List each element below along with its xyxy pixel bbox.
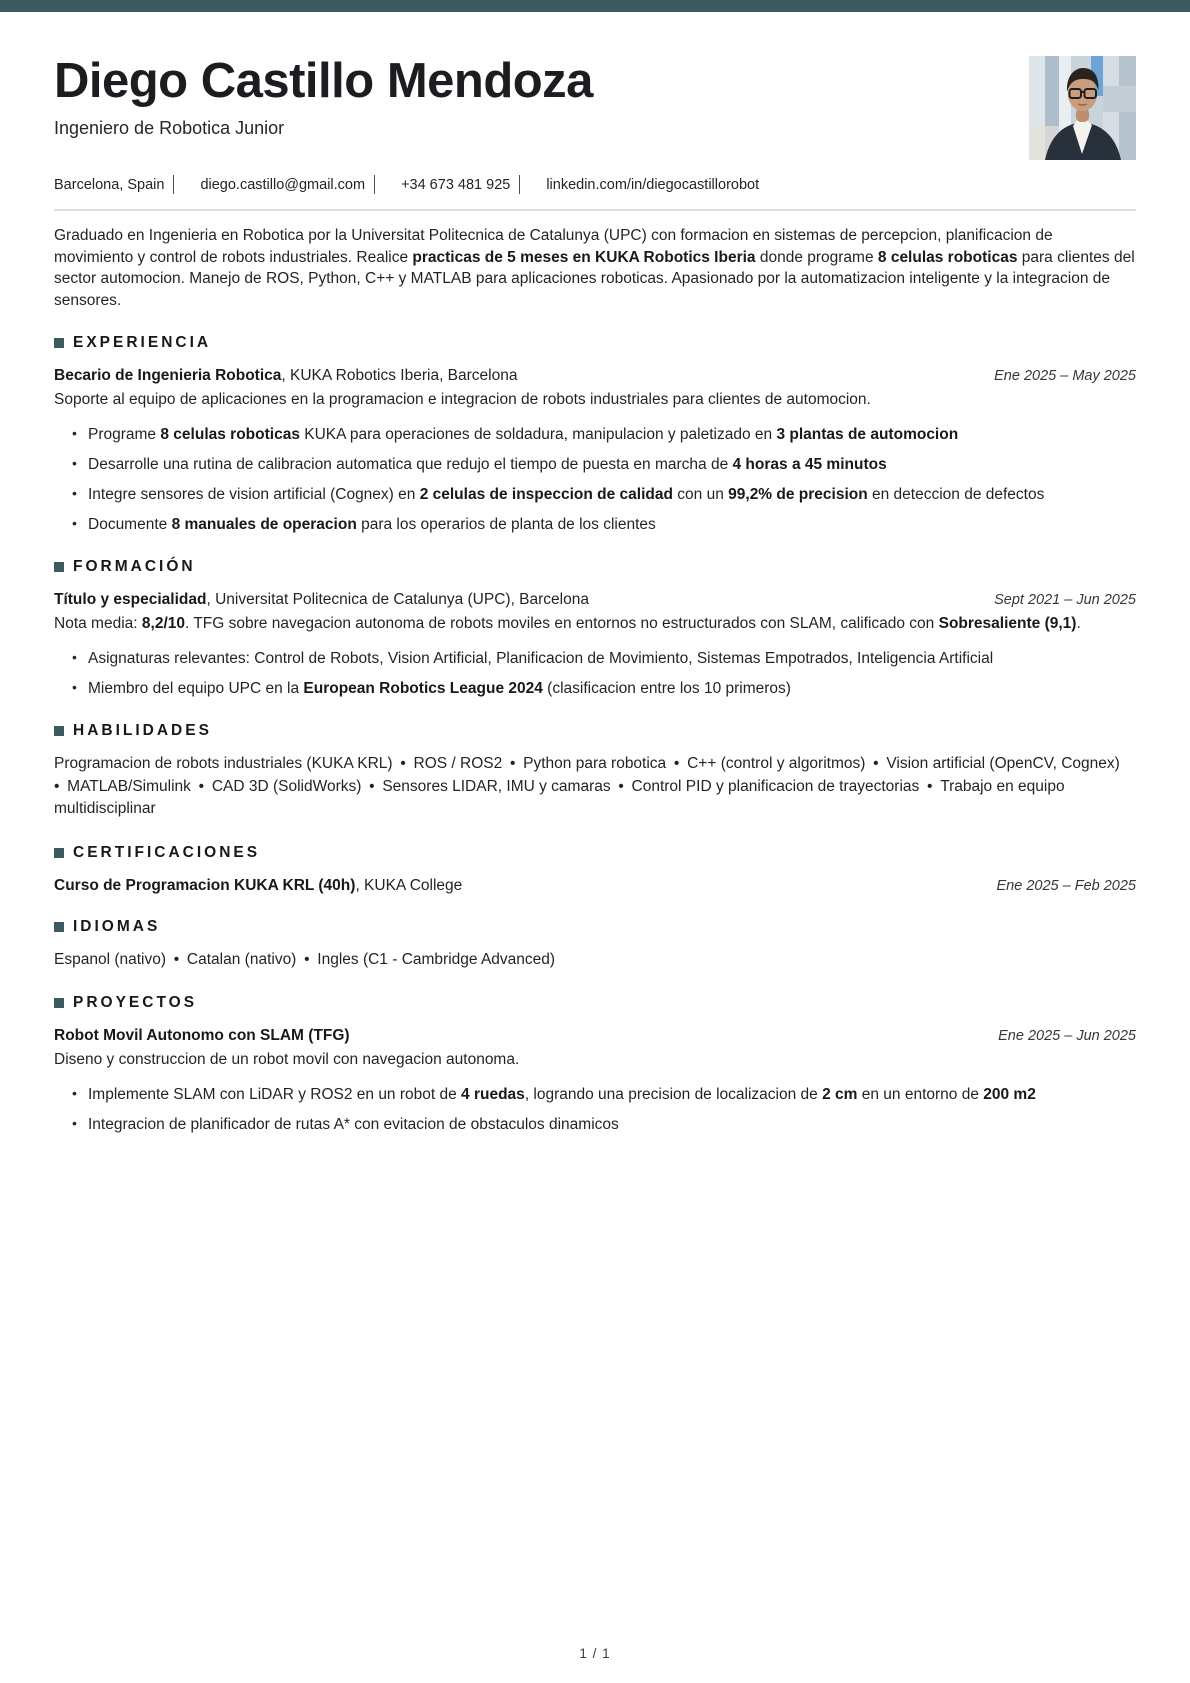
contact-location: Barcelona, Spain [54,176,165,193]
degree-school: , Universitat Politecnica de Catalunya (UPC), Barcelona [206,591,589,608]
page-number: 1 / 1 [579,1646,611,1661]
top-accent-bar [0,0,1190,12]
contact-linkedin[interactable]: linkedin.com/in/diegocastillorobot [546,176,760,193]
project-title: Robot Movil Autonomo con SLAM (TFG) [54,1027,350,1044]
job-description: Soporte al equipo de aplicaciones en la programacion e integracion de robots industriales para clientes de automocion. [54,391,871,408]
bullet-item: • Desarrolle una rutina de calibracion automatica que redujo el tiempo de puesta en marcha de 4 horas a 45 minutos [88,454,1136,476]
bullet-item: • Programe 8 celulas roboticas KUKA para operaciones de soldadura, manipulacion y paletizado en 3 plantas de automocion [88,424,1136,446]
contact-separator [173,175,174,194]
section-label: PROYECTOS [73,994,198,1011]
section-label: FORMACIÓN [73,558,196,575]
section-square-icon [54,998,64,1008]
bullet-item: • Miembro del equipo UPC en la European Robotics League 2024 (clasificacion entre los 10 primeros) [88,678,1136,700]
profile-photo [1029,56,1136,160]
contact-row [54,175,1136,194]
header-text-block [54,56,593,139]
header-divider [54,209,1136,211]
section-heading-certificaciones [54,844,1136,862]
section-label: EXPERIENCIA [73,334,212,351]
certification-entry-head [54,877,1136,895]
certification-title-line [54,877,462,895]
education-bullet-list [54,648,1136,700]
section-square-icon [54,562,64,572]
education-description: Nota media: 8,2/10. TFG sobre navegacion autonoma de robots moviles en entornos no estructurados con SLAM, calificado con Sobresaliente (9,1). [54,615,1081,632]
section-heading-idiomas [54,918,1136,936]
contact-separator [519,175,520,194]
section-square-icon [54,848,64,858]
section-heading-experiencia [54,334,1136,352]
bullet-item: • Documente 8 manuales de operacion para los operarios de planta de los clientes [88,514,1136,536]
candidate-title: Ingeniero de Robotica Junior [54,117,285,138]
section-heading-formacion [54,558,1136,576]
experience-entry-head [54,367,1136,385]
project-title-line [54,1027,350,1045]
languages-list: Espanol (nativo) • Catalan (nativo) • Ingles (C1 - Cambridge Advanced) [54,950,556,968]
job-title: Becario de Ingenieria Robotica [54,367,282,384]
header [54,56,1136,160]
candidate-name: Diego Castillo Mendoza [54,54,593,108]
education-entry-head [54,591,1136,609]
section-heading-proyectos [54,994,1136,1012]
bullet-item: • Implemente SLAM con LiDAR y ROS2 en un robot de 4 ruedas, logrando una precision de localizacion de 2 cm en un entorno de 200 m2 [88,1084,1136,1106]
section-label: HABILIDADES [73,722,212,739]
summary-paragraph: Graduado en Ingenieria en Robotica por la Universitat Politecnica de Catalunya (UPC) con formacion en sistemas de percepcion, planificacion de movimiento y control de robots industriales. Realice practicas de 5 meses en KUKA Robotics Iberia donde programe 8 celulas roboticas para clientes del sector automocion. Manejo de ROS, Python, C++ y MATLAB para aplicaciones roboticas. Apasionado por la automatizacion inteligente y la integracion de sensores. [54,227,1135,309]
degree-title-line [54,591,589,609]
section-square-icon [54,726,64,736]
project-entry-head [54,1027,1136,1045]
degree-date: Sept 2021 – Jun 2025 [994,592,1136,608]
section-heading-habilidades [54,722,1136,740]
certification-issuer: , KUKA College [355,876,463,894]
section-square-icon [54,922,64,932]
contact-separator [374,175,375,194]
bullet-item: • Asignaturas relevantes: Control de Robots, Vision Artificial, Planificacion de Movimiento, Sistemas Empotrados, Inteligencia Artificial [88,648,1136,670]
degree-title: Título y especialidad [54,591,207,608]
contact-phone[interactable]: +34 673 481 925 [401,176,511,193]
section-label: CERTIFICACIONES [73,843,261,861]
section-label: IDIOMAS [73,917,161,935]
job-title-line [54,367,517,385]
bullet-item: • Integracion de planificador de rutas A* con evitacion de obstaculos dinamicos [88,1114,1136,1136]
contact-email[interactable]: diego.castillo@gmail.com [200,176,366,193]
project-date: Ene 2025 – Jun 2025 [998,1028,1136,1044]
certification-title: Curso de Programacion KUKA KRL (40h) [54,876,356,894]
experience-bullet-list [54,424,1136,536]
skills-list: Programacion de robots industriales (KUKA KRL) • ROS / ROS2 • Python para robotica • C++ (control y algoritmos) • Vision artificial (OpenCV, Cognex) • MATLAB/Simulink • CAD 3D (SolidWorks) • Sensores LIDAR, IMU y camaras • Control PID y planificacion de trayectorias • Trabajo en equipo multidisciplinar [54,755,1128,817]
bullet-item: • Integre sensores de vision artificial (Cognex) en 2 celulas de inspeccion de calidad con un 99,2% de precision en deteccion de defectos [88,484,1136,506]
job-date: Ene 2025 – May 2025 [994,368,1136,384]
resume-page [0,56,1190,1135]
section-square-icon [54,338,64,348]
certification-date: Ene 2025 – Feb 2025 [996,877,1136,894]
project-bullet-list [54,1084,1136,1136]
job-company: , KUKA Robotics Iberia, Barcelona [281,367,518,384]
project-description: Diseno y construccion de un robot movil con navegacion autonoma. [54,1051,520,1068]
